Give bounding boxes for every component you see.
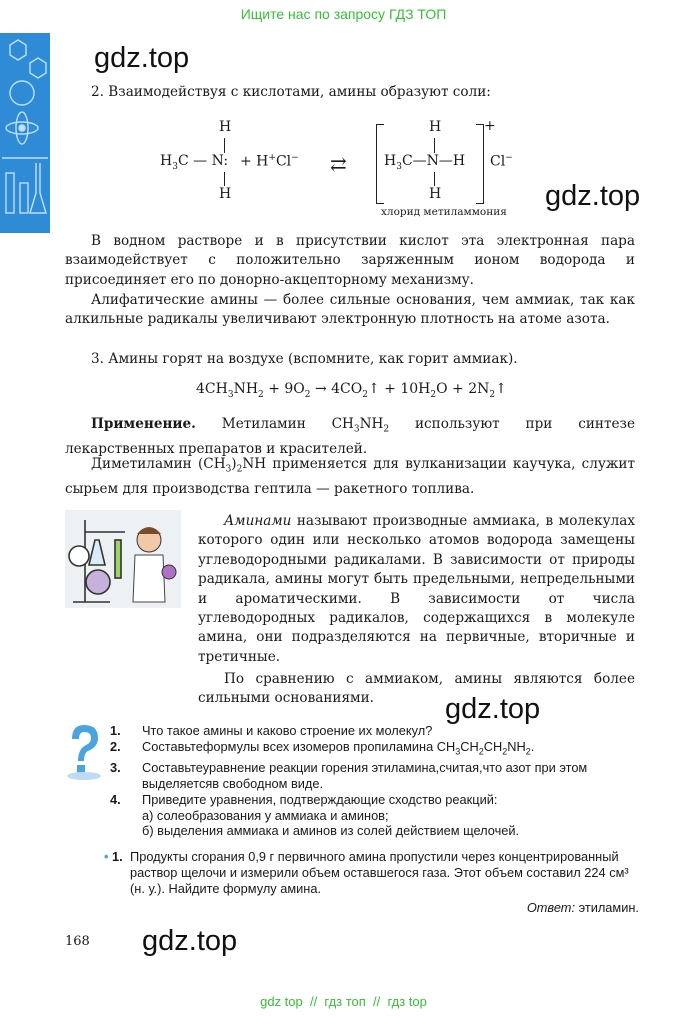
page-number: 168 bbox=[65, 934, 90, 949]
reaction-h-top-left: H bbox=[219, 119, 232, 135]
question-item: 3. Составьтеуравнение реакции горения этиламина,считая,что азот при этом выделяетсяв свободном виде. bbox=[110, 760, 588, 791]
reaction-ion: $H_3C—N—H$ bbox=[384, 153, 466, 172]
application-label: Применение. bbox=[91, 416, 196, 432]
question-item: 1. Что такое амины и каково строение их молекул? bbox=[110, 723, 433, 738]
reaction-h-top-right: H bbox=[429, 119, 442, 135]
definition-term: Аминами bbox=[224, 513, 292, 529]
question-2-text: Составьтеформулы всех изомеров пропиламина $CH_3CH_2CH_2NH_2$. bbox=[142, 738, 535, 757]
questions-list bbox=[110, 723, 640, 839]
bond-line bbox=[224, 138, 225, 153]
task-answer: Ответ: этиламин. bbox=[526, 900, 639, 916]
paragraph-comparison: По сравнению с аммиаком, амины являются более сильными основаниями. bbox=[198, 671, 635, 707]
paragraph-amine-definition bbox=[198, 512, 635, 667]
footer-links[interactable]: gdz top // гдз топ // гдз top bbox=[260, 994, 427, 1009]
scientist-illustration bbox=[65, 510, 181, 608]
chloride-ion: Cl− bbox=[490, 153, 513, 170]
paragraph-dimethylamine: Диметиламин $(CH_3)_2NH$ применяется для вулканизации каучука, служит сырьем для производства гептила — ракетного топлива. bbox=[65, 456, 635, 498]
paragraph-aliphatic-amines: Алифатические амины — более сильные основания, чем аммиак, так как алкильные радикалы увеличивают электронную плотность на атоме азота. bbox=[65, 292, 635, 328]
hydrogen-label: H bbox=[452, 153, 466, 169]
left-bracket bbox=[376, 124, 384, 204]
science-pattern-icon bbox=[0, 33, 50, 233]
definition-text: называют производные аммиака, в молекулах которого один или несколько атомов водорода замещены углеводородными радикалами. В зависимости от природы радикала, амины могут быть предельными, непредельными и ароматическими. В зависимости от числа углеводородных радикалов, содержащихся в молекуле амина, они подразделяются на первичные, вторичные и третичные. bbox=[198, 513, 635, 665]
task-block bbox=[104, 849, 639, 916]
lab-scientist-icon bbox=[65, 510, 181, 608]
charge-plus: + bbox=[484, 118, 496, 134]
question-4-sub-b: б) выделения аммиака и аминов из солей действием щелочей. bbox=[142, 823, 520, 839]
question-4-sub-a: а) солеобразования у аммиака и аминов; bbox=[142, 807, 389, 823]
chemistry-sidebar-decoration bbox=[0, 33, 50, 233]
reaction-h-bottom-right: H bbox=[429, 186, 442, 202]
bond-line bbox=[434, 172, 435, 186]
bullet-dot-icon: • bbox=[104, 849, 109, 864]
paragraph-application: Применение. Метиламин $CH_3NH_2$ используют при синтезе лекарственных препаратов и красителей. bbox=[65, 416, 635, 458]
reaction-h-bottom-left: H bbox=[219, 186, 232, 202]
question-item: 2. Составьтеформулы всех изомеров пропиламина $CH_3CH_2CH_2NH_2$. bbox=[110, 739, 640, 760]
watermark-4: gdz.top bbox=[142, 925, 238, 957]
watermark-1: gdz.top bbox=[94, 42, 190, 74]
equilibrium-arrows-icon: ⇄ bbox=[330, 152, 347, 176]
combustion-equation: $4CH_3NH_2 + 9O_2$ → $4CO_2↑ + 10H_2O$ + $2N_2↑$ bbox=[196, 381, 507, 400]
top-banner[interactable]: Ищите нас по запросу ГДЗ ТОП bbox=[240, 6, 447, 22]
task-text: Продукты сгорания 0,9 г первичного амина пропустили через концентрированный раствор щелочи и измерили объем оставшегося газа. Этот объем составил 224 см³ (н. у.). Найдите формулу амина. bbox=[130, 849, 629, 896]
bond-line bbox=[224, 172, 225, 186]
question-item: 4. Приведите уравнения, подтверждающие сходство реакций: bbox=[110, 791, 498, 807]
task-item: • 1. Продукты сгорания 0,9 г первичного амина пропустили через концентрированный раствор щелочи и измерили объем оставшегося газа. Этот объем составил 224 см³ (н. у.). Найдите формулу амина. bbox=[104, 849, 639, 896]
question-mark-icon bbox=[64, 723, 104, 781]
reaction-plus-hcl: + H+Cl− bbox=[240, 153, 299, 170]
reaction-caption: хлорид метиламмония bbox=[381, 206, 507, 218]
watermark-3: gdz.top bbox=[445, 693, 541, 725]
bond-line bbox=[434, 138, 435, 153]
section-2-heading: 2. Взаимодействуя с кислотами, амины образуют соли: bbox=[91, 84, 491, 100]
watermark-2: gdz.top bbox=[545, 180, 641, 212]
question-mark-icon bbox=[64, 723, 104, 781]
paragraph-electron-pair: В водном растворе и в присутствии кислот эта электронная пара взаимодействует с положительно заряженным ионом водорода и присоединяет его по донорно-акцепторному механизму. bbox=[65, 233, 635, 288]
nitrogen-label: N bbox=[426, 153, 439, 169]
reaction-h3c-left: $H_3C$ — N: bbox=[160, 153, 229, 172]
section-3-heading: 3. Амины горят на воздухе (вспомните, как горит аммиак). bbox=[91, 351, 518, 367]
nitrogen-label: N bbox=[211, 153, 224, 169]
right-bracket bbox=[476, 124, 484, 204]
